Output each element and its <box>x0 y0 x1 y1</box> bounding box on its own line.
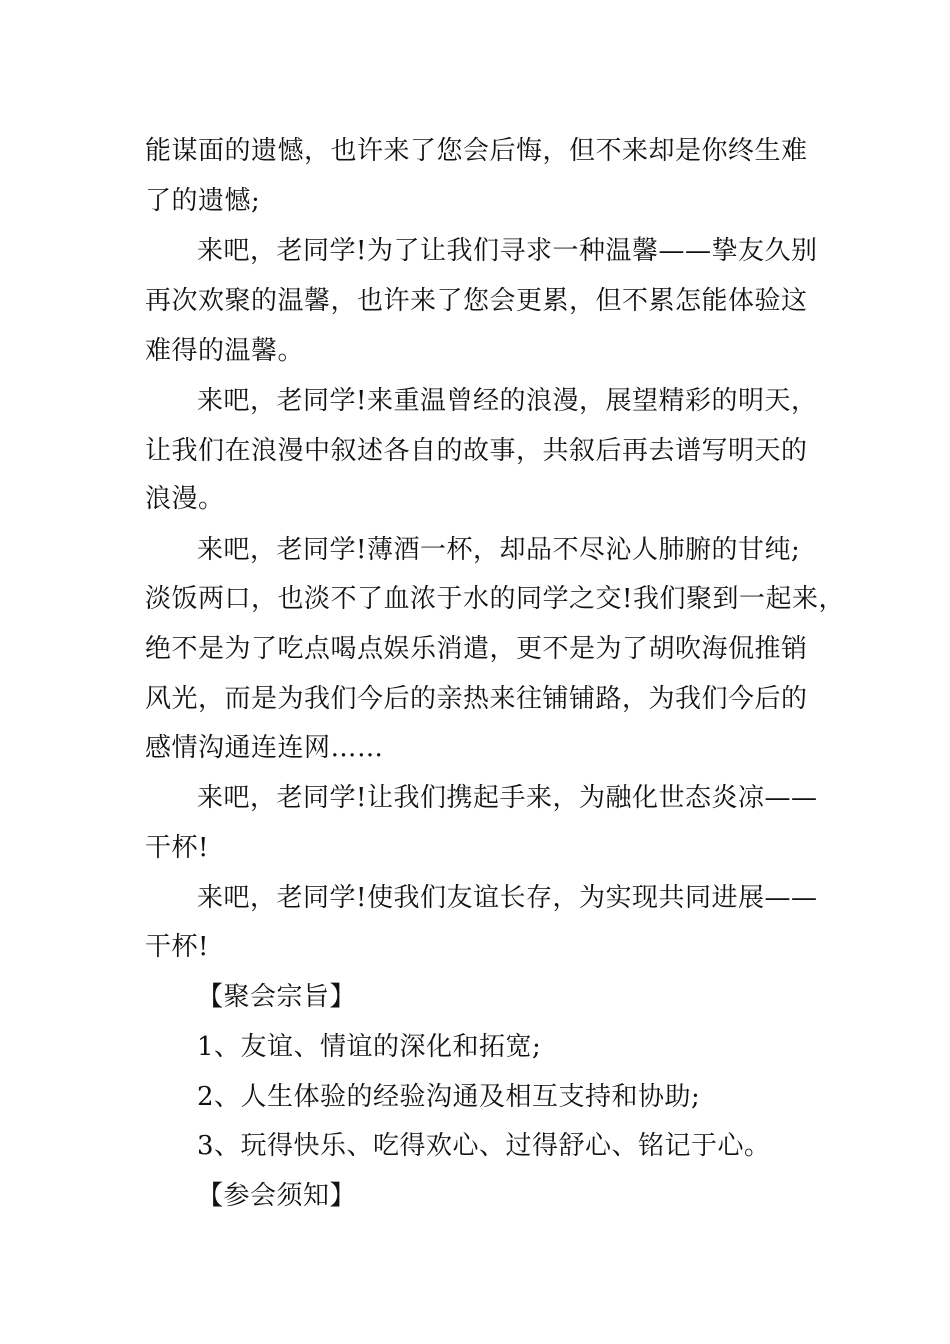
paragraph-line: 了的遗憾; <box>145 186 261 216</box>
paragraph-line: 让我们在浪漫中叙述各自的故事，共叙后再去谱写明天的 <box>145 436 808 466</box>
paragraph-line: 风光，而是为我们今后的亲热来往铺铺路，为我们今后的 <box>145 684 808 714</box>
paragraph-line: 淡饭两口，也淡不了血浓于水的同学之交!我们聚到一起来， <box>145 584 845 614</box>
paragraph-line: 感情沟通连连网…… <box>145 733 384 763</box>
paragraph-line: 来吧，老同学!为了让我们寻求一种温馨——挚友久别 <box>197 236 818 266</box>
paragraph-line: 来吧，老同学!薄酒一杯，却品不尽沁人肺腑的甘纯; <box>197 535 801 565</box>
paragraph-line: 浪漫。 <box>145 484 225 514</box>
paragraph-line: 再次欢聚的温馨，也许来了您会更累，但不累怎能体验这 <box>145 286 808 316</box>
list-item: 1、友谊、情谊的深化和拓宽; <box>197 1032 542 1062</box>
paragraph-line: 能谋面的遗憾，也许来了您会后悔，但不来却是你终生难 <box>145 136 808 166</box>
section-heading-notice: 【参会须知】 <box>197 1181 357 1211</box>
paragraph-line: 来吧，老同学!让我们携起手来，为融化世态炎凉—— <box>197 783 818 813</box>
section-heading-purpose: 【聚会宗旨】 <box>197 982 357 1012</box>
paragraph-line: 干杯! <box>145 932 209 962</box>
paragraph-line: 来吧，老同学!使我们友谊长存，为实现共同进展—— <box>197 883 818 913</box>
paragraph-line: 绝不是为了吃点喝点娱乐消遣，更不是为了胡吹海侃推销 <box>145 634 808 664</box>
list-item: 3、玩得快乐、吃得欢心、过得舒心、铭记于心。 <box>197 1131 771 1161</box>
list-item: 2、人生体验的经验沟通及相互支持和协助; <box>197 1082 701 1112</box>
paragraph-line: 干杯! <box>145 833 209 863</box>
paragraph-line: 难得的温馨。 <box>145 336 305 366</box>
paragraph-line: 来吧，老同学!来重温曾经的浪漫，展望精彩的明天， <box>197 386 818 416</box>
